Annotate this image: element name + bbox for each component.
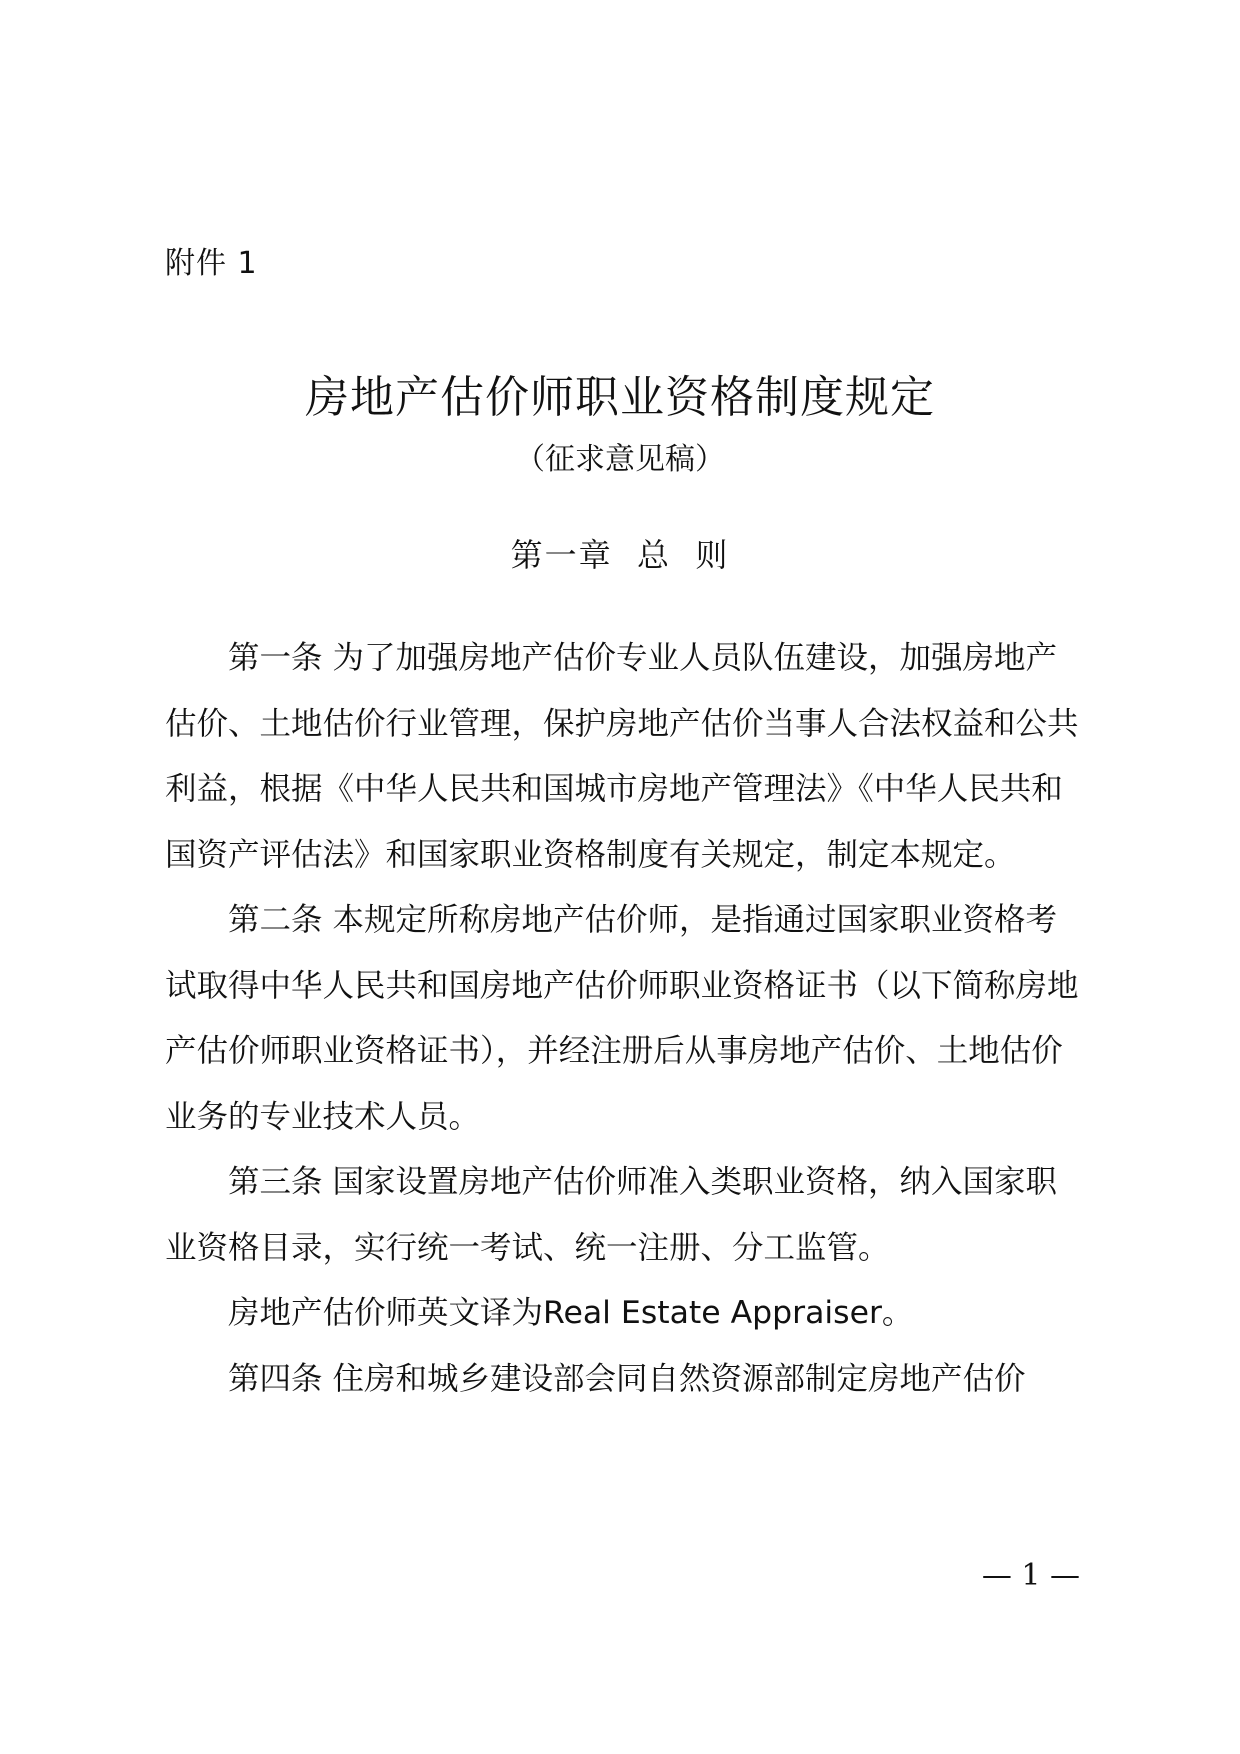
- body-text: [165, 626, 1085, 1412]
- document-subtitle: （征求意见稿）: [515, 442, 725, 477]
- article-label: 第三条: [228, 1164, 323, 1200]
- chapter-heading: 第一章 总 则: [510, 536, 730, 574]
- article-paragraph: [165, 1347, 1085, 1413]
- paragraph: [165, 1281, 1085, 1347]
- article-text: 本规定所称房地产估价师，是指通过国家职业资格考试取得中华人民共和国房地产估价师职业资格证书（以下简称房地产估价师职业资格证书），并经注册后从事房地产估价、土地估价业务的专业技术人员。: [165, 902, 1079, 1135]
- article-text: 为了加强房地产估价专业人员队伍建设，加强房地产估价、土地估价行业管理，保护房地产估价当事人合法权益和公共利益，根据《中华人民共和国城市房地产管理法》《中华人民共和国资产评估法》和国家职业资格制度有关规定，制定本规定。: [165, 640, 1079, 873]
- article-paragraph: [165, 1150, 1085, 1281]
- article-label: 第四条: [228, 1360, 323, 1397]
- article-label: 第一条: [228, 640, 323, 676]
- article-label: 第二条: [228, 902, 323, 938]
- article-paragraph: [165, 626, 1085, 888]
- document-title: 房地产估价师职业资格制度规定: [305, 372, 935, 423]
- page-number: — 1 —: [981, 1558, 1080, 1593]
- paragraph-text: 房地产估价师英文译为Real Estate Appraiser。: [228, 1295, 914, 1331]
- attachment-label: 附件 1: [165, 246, 258, 281]
- article-paragraph: [165, 888, 1085, 1150]
- article-text: 国家设置房地产估价师准入类职业资格，纳入国家职业资格目录，实行统一考试、统一注册、分工监管。: [165, 1164, 1058, 1266]
- article-text: 住房和城乡建设部会同自然资源部制定房地产估价: [332, 1360, 1026, 1397]
